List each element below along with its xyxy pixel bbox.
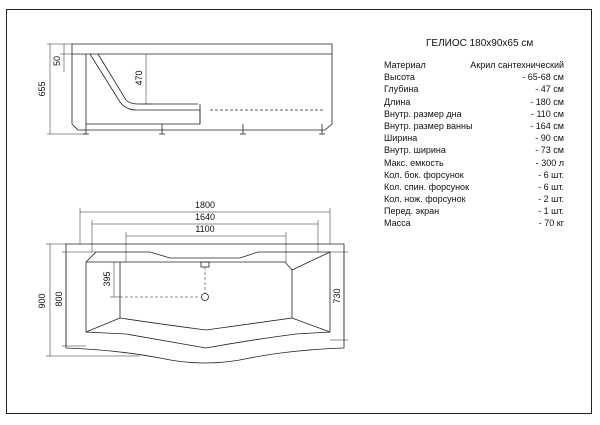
spec-row xyxy=(384,121,584,133)
spec-value: - 110 см xyxy=(530,108,564,119)
spec-value: - 300 л xyxy=(535,157,564,168)
spec-value: - 180 см xyxy=(530,96,564,107)
spec-row xyxy=(384,72,584,84)
spec-value: - 90 см xyxy=(535,133,564,144)
dim-length: 1800 xyxy=(194,200,216,210)
spec-row xyxy=(384,145,584,157)
top-view-bath-floor xyxy=(120,262,292,330)
dim-bottom-length: 1100 xyxy=(195,224,215,234)
spec-value: - 65-68 см xyxy=(522,72,564,83)
spec-row xyxy=(384,60,584,72)
spec-label: Кол. нож. форсунок xyxy=(384,194,466,205)
side-view-inner-contour-2 xyxy=(98,54,198,104)
spec-label: Внутр. размер ванны xyxy=(384,120,473,131)
spec-row xyxy=(384,97,584,109)
spec-value: - 6 шт. xyxy=(538,169,564,180)
spec-value: - 2 шт. xyxy=(538,194,564,205)
spec-label: Кол. бок. форсунок xyxy=(384,169,464,180)
dim-total-height: 655 xyxy=(37,81,47,97)
spec-label: Кол. спин. форсунок xyxy=(384,181,470,192)
spec-label: Высота xyxy=(384,72,415,83)
spec-label: Макс. емкость xyxy=(384,157,444,168)
spec-value: Акрил сантехнический xyxy=(470,60,564,70)
spec-label: Материал xyxy=(384,60,426,70)
spec-value: - 73 см xyxy=(535,145,564,156)
top-view-inner-rim xyxy=(86,252,330,348)
spec-row xyxy=(384,206,584,218)
spec-table xyxy=(384,60,584,231)
dim-depth: 470 xyxy=(134,70,144,86)
dim-rim-height: 50 xyxy=(52,55,62,67)
dim-width: 900 xyxy=(37,293,47,309)
drain-icon xyxy=(202,294,209,301)
spec-row xyxy=(384,109,584,121)
spec-label: Перед. экран xyxy=(384,206,440,217)
spec-row xyxy=(384,182,584,194)
side-view-inner-contour xyxy=(86,54,200,124)
dim-inner-length: 1640 xyxy=(194,212,216,222)
spec-row xyxy=(384,84,584,96)
spec-value: - 6 шт. xyxy=(538,181,564,192)
overflow-icon xyxy=(201,262,209,267)
spec-label: Длина xyxy=(384,96,411,107)
spec-label: Глубина xyxy=(384,84,419,95)
spec-label: Масса xyxy=(384,218,411,229)
spec-value: - 47 см xyxy=(535,84,564,95)
dim-drain-offset: 395 xyxy=(102,271,112,287)
spec-row xyxy=(384,158,584,170)
dim-right-width: 730 xyxy=(332,288,342,304)
spec-label: Ширина xyxy=(384,133,418,144)
side-view xyxy=(47,44,332,134)
product-title: ГЕЛИОС 180х90х65 см xyxy=(426,38,534,49)
dim-inner-width: 800 xyxy=(54,291,64,307)
side-view-legs xyxy=(83,124,325,134)
spec-value: - 1 шт. xyxy=(538,206,564,217)
spec-value: - 70 кг xyxy=(538,218,564,229)
spec-row xyxy=(384,218,584,230)
spec-row xyxy=(384,194,584,206)
spec-label: Внутр. размер дна xyxy=(384,108,462,119)
spec-label: Внутр. ширина xyxy=(384,145,446,156)
spec-row xyxy=(384,133,584,145)
spec-row xyxy=(384,170,584,182)
spec-value: - 164 см xyxy=(530,120,564,131)
